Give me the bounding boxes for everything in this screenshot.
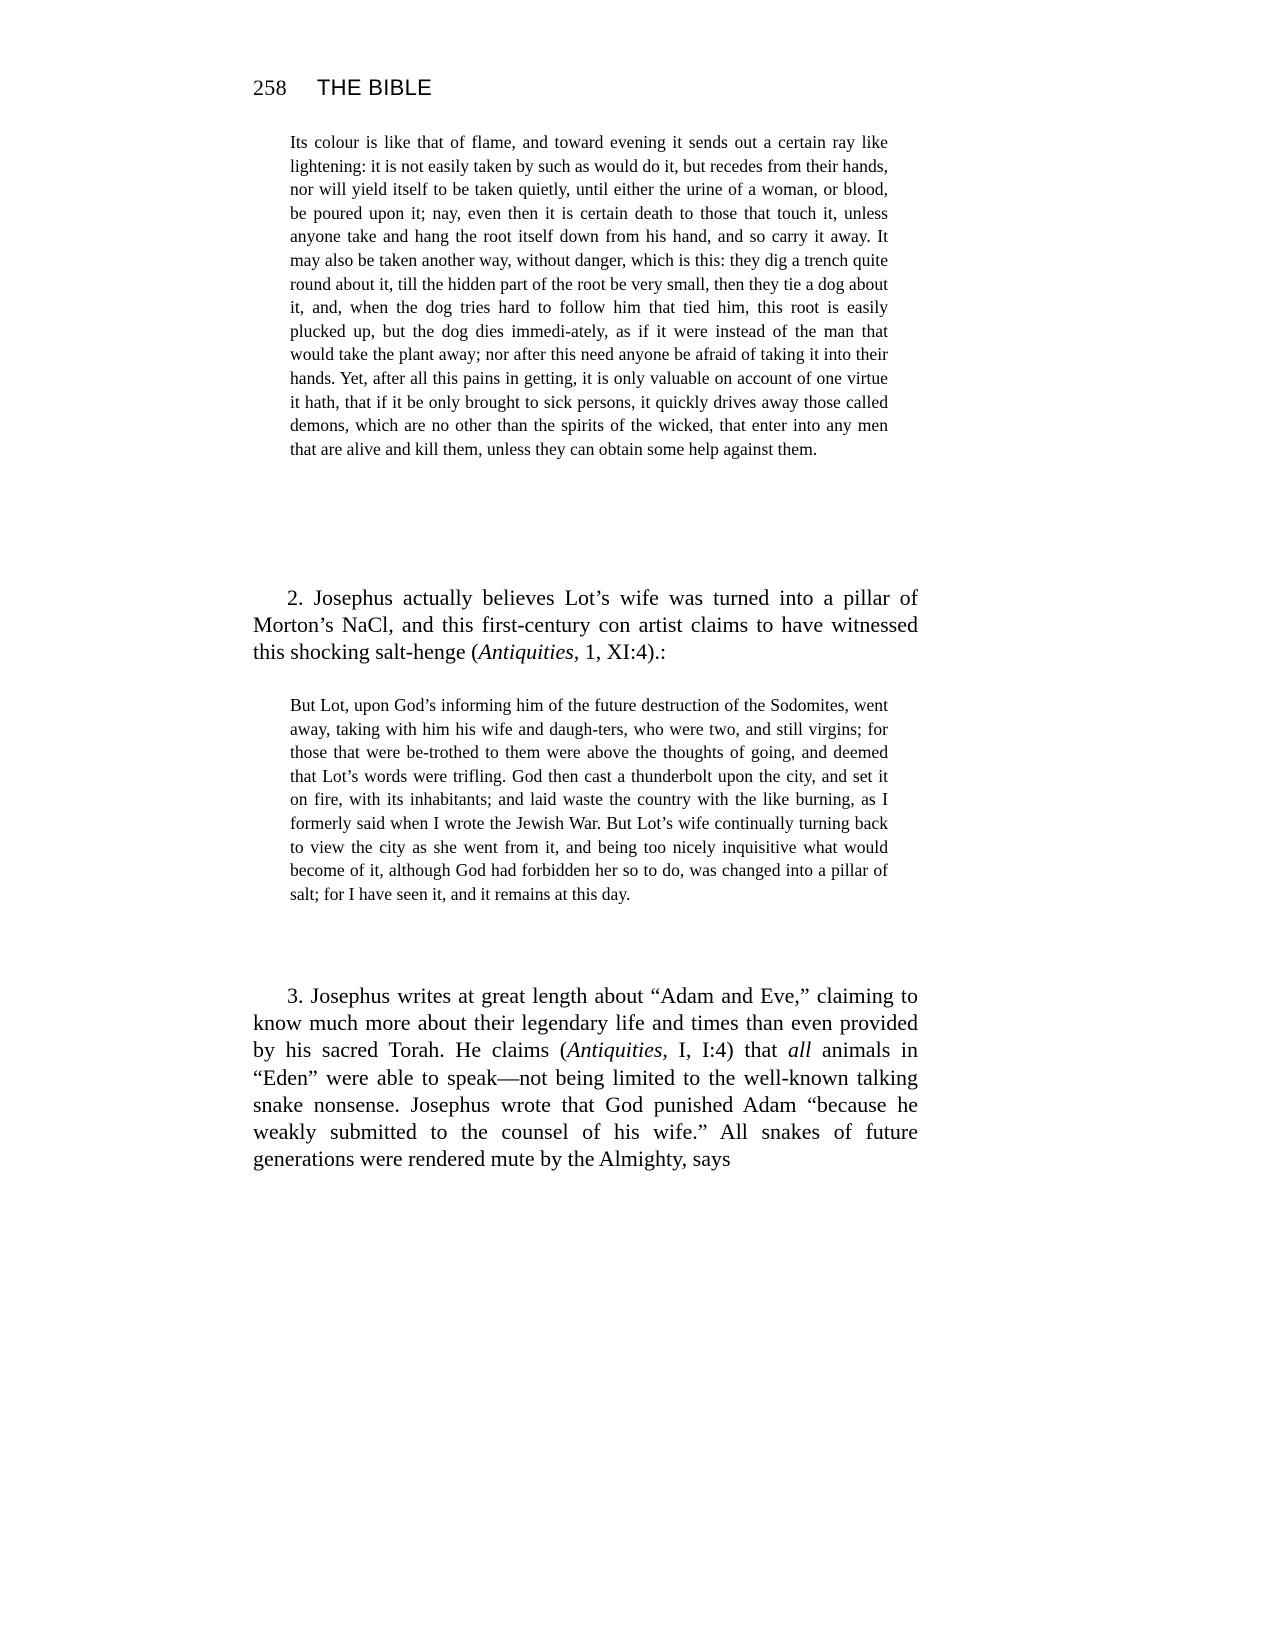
paragraph-2 (253, 584, 918, 666)
paragraph-3-text-c: animals in “Eden” were able to speak—not being limited to the well-known talking snake nonsense. Josephus wrote that God punished Adam “because he weakly submitted to the counsel of his wife.” All snakes of future generations were rendered mute by the Almighty, says (253, 1037, 918, 1172)
block-quote-lot: But Lot, upon God’s informing him of the future destruction of the Sodomites, went away, taking with him his wife and daugh-ters, who were two, and still virgins; for those that were be-trothed to them were above the thoughts of going, and deemed that Lot’s words were trifling. God then cast a thunderbolt upon the city, and set it on fire, with its inhabitants; and laid waste the country with the like burning, as I formerly said when I wrote the Jewish War. But Lot’s wife continually turning back to view the city as she went from it, and being too nicely inquisitive what would become of it, although God had forbidden her so to do, was changed into a pillar of salt; for I have seen it, and it remains at this day. (290, 695, 888, 904)
paragraph-3-text-b: I, I:4) that (667, 1037, 788, 1063)
paragraph-2-text: 2. Josephus actually believes Lot’s wife was turned into a pillar of Morton’s NaCl, and this first-century con artist claims to have witnessed this shocking salt-henge ( (253, 585, 918, 665)
paragraph-3 (253, 982, 918, 1172)
citation-antiquities-2: Antiquities, (567, 1037, 668, 1063)
block-quote-mandrake: Its colour is like that of flame, and toward evening it sends out a certain ray like lightening: it is not easily taken by such as would do it, but recedes from their hands, nor will yield itself to be taken quietly, until either the urine of a woman, or blood, be poured upon it; nay, even then it is certain death to those that touch it, unless anyone take and hang the root itself down from his hand, and so carry it away. It may also be taken another way, without danger, which is this: they dig a trench quite round about it, till the hidden part of the root be very small, then they tie a dog about it, and, when the dog tries hard to follow him that tied him, this root is easily plucked up, but the dog dies immedi-ately, as if it were instead of the man that would take the plant away; nor after this need anyone be afraid of taking it into their hands. Yet, after all this pains in getting, it is only valuable on account of one virtue it hath, that if it be only brought to sick persons, it quickly drives away those called demons, which are no other than the spirits of the wicked, that enter into any men that are alive and kill them, unless they can obtain some help against them. (290, 132, 888, 459)
running-header (253, 75, 432, 101)
emphasis-all: all (787, 1037, 812, 1063)
running-title: THE BIBLE (316, 75, 433, 100)
page-number: 258 (253, 75, 287, 100)
citation-antiquities: Antiquities, (478, 639, 580, 665)
paragraph-2-citation-ref: 1, XI:4).: (579, 639, 667, 665)
paragraph-3-text-a: 3. Josephus writes at great length about “Adam and Eve,” claiming to know much more about their legendary life and times than even provided by his sacred Torah. He claims ( (253, 983, 918, 1063)
